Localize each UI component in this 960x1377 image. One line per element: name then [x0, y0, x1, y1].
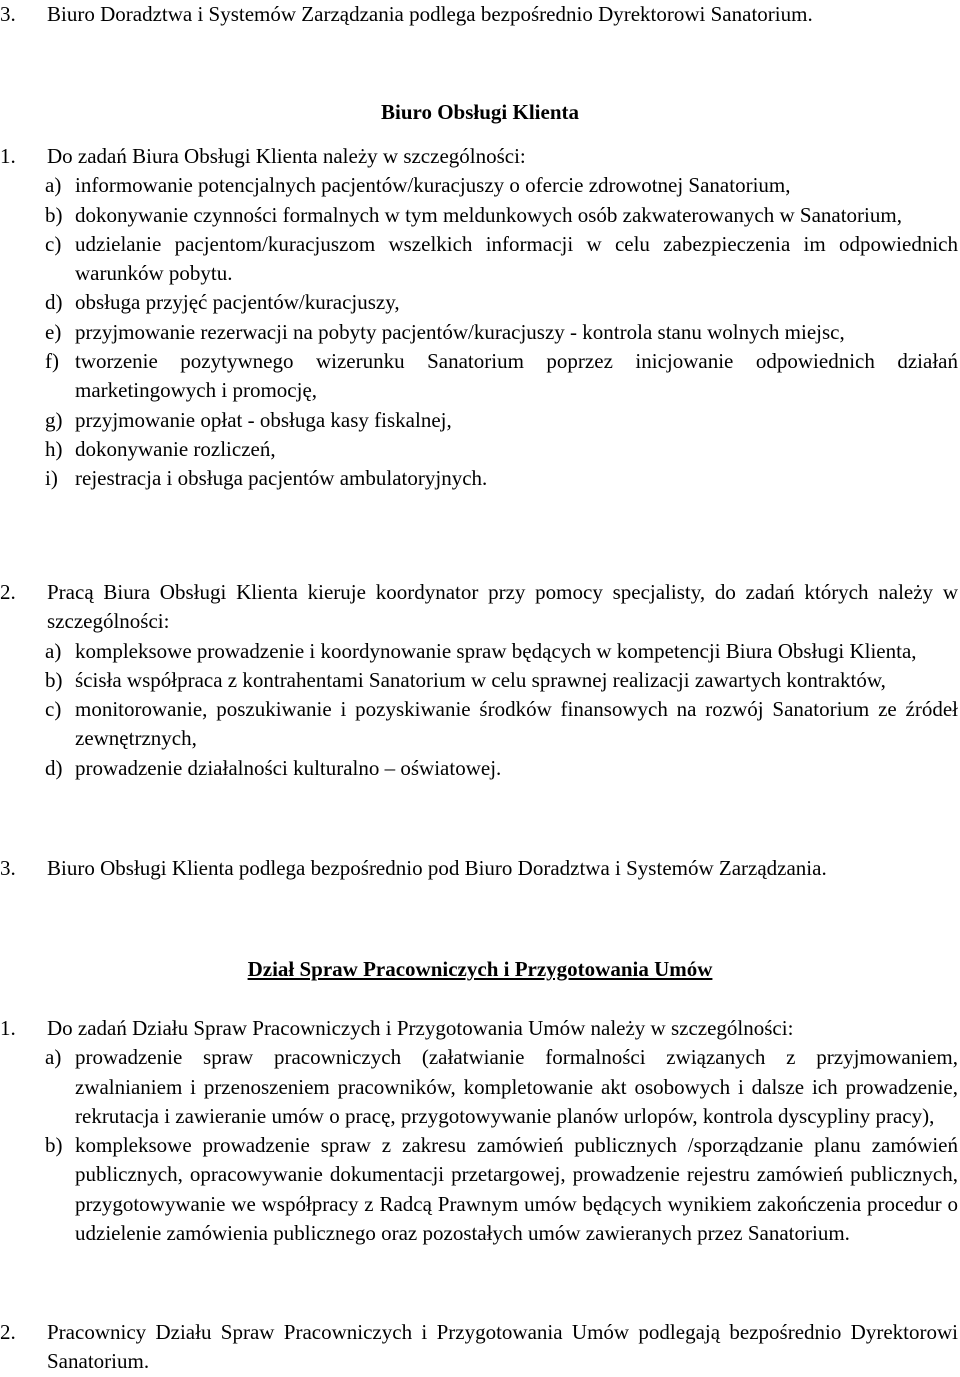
item-number: 1. [0, 1016, 16, 1040]
sub-item-letter: a) [45, 173, 62, 198]
sub-item [0, 318, 958, 347]
section-biuro-obslugi-klienta-part3 [0, 854, 958, 883]
list-item [0, 0, 958, 29]
section-heading-dzial-spraw-pracowniczych [0, 955, 960, 984]
sub-item-text: przyjmowanie opłat - obsługa kasy fiskalnej, [75, 407, 452, 432]
section-biuro-obslugi-klienta-part2 [0, 578, 958, 783]
item-number: 2. [0, 1320, 16, 1344]
sub-item-letter: e) [45, 319, 62, 344]
list-item [0, 142, 958, 171]
sub-item-text: udzielanie pacjentom/kuracjuszom wszelkich informacji w celu zabezpieczenia im odpowiednich warunków pobytu. [75, 231, 958, 286]
section-heading-biuro-obslugi-klienta: Biuro Obsługi Klienta [381, 100, 579, 124]
item-text: Biuro Obsługi Klienta podlega bezpośrednio pod Biuro Doradztwa i Systemów Zarządzania. [47, 856, 827, 880]
sub-item-text: prowadzenie działalności kulturalno – oświatowej. [75, 755, 502, 780]
sub-item [0, 288, 958, 317]
sub-item-text: informowanie potencjalnych pacjentów/kuracjuszy o ofercie zdrowotnej Sanatorium, [75, 173, 791, 198]
section-dzial-spraw-pracowniczych-part2 [0, 1318, 958, 1377]
sub-item-letter: b) [45, 202, 63, 227]
sub-item-letter: d) [45, 755, 63, 780]
sub-item [0, 171, 958, 200]
item-text: Pracownicy Działu Spraw Pracowniczych i Przygotowania Umów podlegają bezpośrednio Dyrektorowi Sanatorium. [47, 1320, 958, 1374]
section-biuro-obslugi-klienta [0, 142, 958, 494]
sub-item-text: rejestracja i obsługa pacjentów ambulatoryjnych. [75, 466, 488, 491]
sub-item [0, 754, 958, 783]
item-number: 3. [0, 856, 16, 880]
sub-item-letter: b) [45, 1133, 63, 1158]
item-number: 3. [0, 2, 16, 26]
list-item [0, 1318, 958, 1377]
item-text: Pracą Biura Obsługi Klienta kieruje koordynator przy pomocy specjalisty, do zadań których należy w szczególności: [47, 580, 958, 634]
sub-item-text: tworzenie pozytywnego wizerunku Sanatorium poprzez inicjowanie odpowiednich działań marketingowych i promocję, [75, 349, 958, 403]
sub-item [0, 1043, 958, 1131]
item-number: 2. [0, 580, 16, 604]
sub-item [0, 695, 958, 754]
list-item [0, 1014, 958, 1043]
section-dzial-spraw-pracowniczych [0, 1014, 958, 1248]
sub-item [0, 347, 958, 406]
sub-item [0, 201, 958, 230]
sub-item [0, 435, 958, 464]
sub-item-text: przyjmowanie rezerwacji na pobyty pacjentów/kuracjuszy - kontrola stanu wolnych miejsc, [75, 319, 845, 344]
sub-item-letter: b) [45, 667, 63, 692]
sub-item [0, 464, 958, 493]
prev-section [0, 0, 958, 29]
sub-item-text: obsługa przyjęć pacjentów/kuracjuszy, [75, 290, 400, 315]
item-number: 1. [0, 144, 16, 168]
sub-item-letter: a) [45, 1045, 62, 1070]
sub-item-letter: d) [45, 290, 63, 315]
list-item [0, 854, 958, 883]
sub-item-letter: i) [45, 466, 58, 491]
sub-item-letter: g) [45, 407, 63, 432]
sub-item-text: dokonywanie czynności formalnych w tym meldunkowych osób zakwaterowanych w Sanatorium, [75, 202, 902, 227]
sub-item-letter: c) [45, 697, 62, 722]
sub-item-letter: f) [45, 349, 59, 374]
item-text: Biuro Doradztwa i Systemów Zarządzania podlega bezpośrednio Dyrektorowi Sanatorium. [47, 2, 813, 26]
sub-item [0, 637, 958, 666]
sub-item-letter: c) [45, 231, 62, 256]
sub-item-text: kompleksowe prowadzenie i koordynowanie spraw będących w kompetencji Biura Obsługi Klienta, [75, 638, 917, 663]
sub-item-letter: a) [45, 638, 62, 663]
sub-item [0, 230, 958, 289]
item-text: Do zadań Działu Spraw Pracowniczych i Przygotowania Umów należy w szczególności: [47, 1016, 794, 1040]
sub-item-text: ścisła współpraca z kontrahentami Sanatorium w celu sprawnej realizacji zawartych kontraktów, [75, 667, 886, 692]
sub-item [0, 1131, 958, 1248]
section-heading-text: Dział Spraw Pracowniczych i Przygotowania Umów [247, 957, 713, 981]
sub-item-letter: h) [45, 436, 63, 461]
sub-item [0, 666, 958, 695]
item-text: Do zadań Biura Obsługi Klienta należy w szczególności: [47, 144, 526, 168]
sub-item-text: monitorowanie, poszukiwanie i pozyskiwanie środków finansowych na rozwój Sanatorium ze źródeł zewnętrznych, [75, 697, 958, 751]
list-item [0, 578, 958, 637]
sub-item-text: kompleksowe prowadzenie spraw z zakresu zamówień publicznych /sporządzanie planu zamówień publicznych, opracowywanie dokumentacji przetargowej, prowadzenie rejestru zamówień publicznych, przygotowywanie we współpracy z Radcą Prawnym umów będących wynikiem zakończenia procedur o udzielenie zamówienia publicznego oraz pozostałych umów zawieranych przez Sanatorium. [75, 1133, 958, 1246]
sub-item-text: dokonywanie rozliczeń, [75, 436, 276, 461]
sub-item [0, 406, 958, 435]
sub-item-text: prowadzenie spraw pracowniczych (załatwianie formalności związanych z przyjmowaniem, zwalnianiem i przenoszeniem pracowników, kompletowanie akt osobowych i dalsze ich prowadzenie, rekrutacja i zawieranie umów o pracę, przygotowywanie planów urlopów, kontrola dyscypliny pracy), [75, 1045, 958, 1128]
